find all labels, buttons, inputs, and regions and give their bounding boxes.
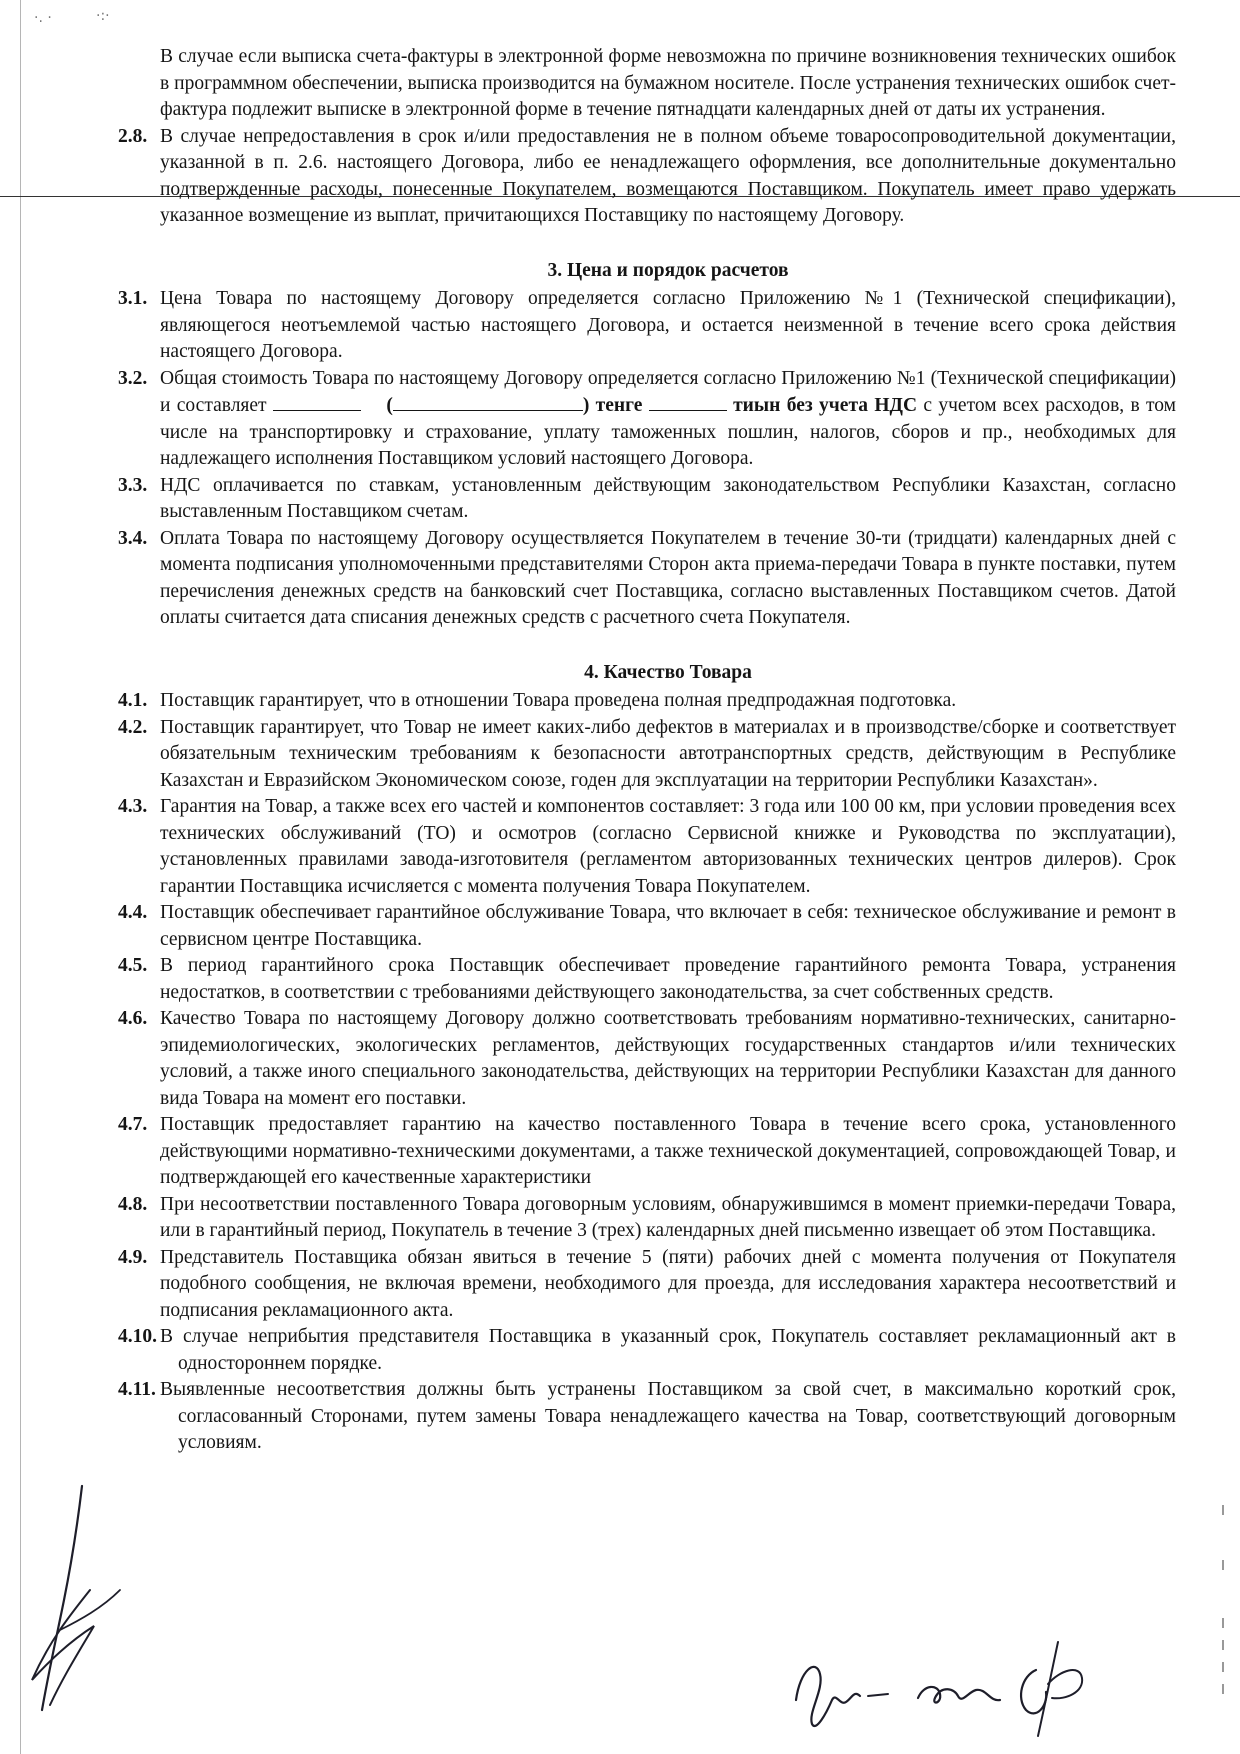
clause-number: 4.10.	[118, 1326, 157, 1347]
tiyn-label: тиын без учета НДС	[733, 395, 918, 416]
clause-text: Поставщик предоставляет гарантию на качество поставленного Товара в течение всего срока, установленного действующими нормативно-техническими документами, а также технической документацией, сопровождающей Товар, и подтверждающей его качественные характеристики	[160, 1114, 1176, 1188]
clause-text: Выявленные несоответствия должны быть устранены Поставщиком за свой счет, в максимально короткий срок, согласованный Сторонами, путем замены Товара ненадлежащего качества на Товар, соответствующий договорным условиям.	[160, 1379, 1176, 1453]
scan-speck: ·:·	[96, 8, 110, 24]
section-4-title: 4. Качество Товара	[584, 661, 752, 683]
clause-number: 4.6.	[118, 1008, 148, 1029]
clause-text: В период гарантийного срока Поставщик обеспечивает проведение гарантийного ремонта Товара, устранения недостатков, в соответствии с требованиями действующего законодательства, за счет собственных средств.	[160, 955, 1176, 1003]
amount-blank	[273, 392, 361, 411]
scan-mark	[1222, 1684, 1224, 1694]
clause-text: Цена Товара по настоящему Договору определяется согласно Приложению №1 (Технической спецификации), являющегося неотъемлемой частью настоящего Договора, и остается неизменной в течение всего срока действия настоящего Договора.	[160, 288, 1176, 362]
document-content	[118, 44, 1176, 1457]
clause-text: Поставщик обеспечивает гарантийное обслуживание Товара, что включает в себя: техническое обслуживание и ремонт в сервисном центре Поставщика.	[160, 902, 1176, 950]
amount-words-blank	[393, 392, 583, 411]
clause-4-11	[118, 1377, 1176, 1457]
clause-3-2	[118, 366, 1176, 473]
clause-text: Поставщик гарантирует, что Товар не имеет каких-либо дефектов в материалах и в производстве/сборке и соответствует обязательным техническим требованиям к безопасности автотранспортных средств, действующим в Республике Казахстан и Евразийском Экономическом союзе, годен для эксплуатации на территории Республики Казахстан».	[160, 716, 1176, 791]
section-3-title: 3. Цена и порядок расчетов	[547, 259, 789, 281]
clause-number: 3.1.	[118, 288, 148, 309]
scan-mark	[1222, 1505, 1224, 1515]
clause-number: 2.8.	[118, 125, 148, 147]
scan-mark	[1222, 1618, 1224, 1628]
tiyn-blank	[649, 392, 727, 411]
clause-number: 4.2.	[118, 716, 148, 738]
clause-number: 3.4.	[118, 527, 148, 549]
clause-number: 4.11.	[118, 1379, 156, 1400]
clause-3-1	[118, 286, 1176, 366]
scan-speck: ·. ·	[34, 10, 52, 26]
margin-signature	[20, 1480, 130, 1730]
clause-4-2	[118, 715, 1176, 795]
clause-4-9	[118, 1245, 1176, 1325]
scan-mark	[1222, 1640, 1224, 1650]
clause-text: При несоответствии поставленного Товара договорным условиям, обнаружившимся в момент приемки-передачи Товара, или в гарантийный период, Покупатель в течение 3 (трех) календарных дней письменно извещает об этом Поставщика.	[160, 1193, 1176, 1241]
clause-4-10	[118, 1324, 1176, 1377]
scan-mark	[1222, 1662, 1224, 1672]
clause-4-8	[118, 1192, 1176, 1245]
clause-text: Поставщик гарантирует, что в отношении Товара проведена полная предпродажная подготовка.	[160, 690, 957, 711]
clause-text-part1: Общая стоимость Товара по настоящему Договору определяется согласно Приложению №1 (Технической спецификации) и составляет	[160, 367, 1176, 416]
currency-label: ) тенге	[582, 395, 643, 416]
clause-text: НДС оплачивается по ставкам, установленным действующим законодательством Республики Казахстан, согласно выставленным Поставщиком счетам.	[160, 474, 1176, 522]
scan-mark	[1222, 1560, 1224, 1570]
clause-text: Оплата Товара по настоящему Договору осуществляется Покупателем в течение 30-ти (тридцати) календарных дней с момента подписания уполномоченными представителями Сторон акта приема-передачи Товара в пункте поставки, путем перечисления денежных средств на банковский счет Поставщика, согласно выставленных Поставщиком счетов. Датой оплаты считается дата списания денежных средств с расчетного счета Покупателя.	[160, 527, 1176, 628]
initials-signatures	[790, 1640, 1120, 1740]
clause-number: 4.8.	[118, 1193, 148, 1215]
clause-3-3	[118, 473, 1176, 526]
clause-4-7	[118, 1112, 1176, 1192]
clause-number: 3.3.	[118, 474, 148, 496]
clause-text: Качество Товара по настоящему Договору должно соответствовать требованиям нормативно-технических, санитарно-эпидемиологических, экологических регламентов, действующих государственных стандартов и/или технических условий, а также иного специального законодательства, действующих на территории Республики Казахстан для данного вида Товара на момент его поставки.	[160, 1008, 1176, 1109]
clause-number: 4.3.	[118, 796, 148, 817]
clause-text: Гарантия на Товар, а также всех его частей и компонентов составляет: 3 года или 100 00 км, при условии проведения всех технических обслуживаний (ТО) и осмотров (согласно Сервисной книжке и Руководства по эксплуатации), установленных правилами завода-изготовителя (регламентом авторизованных технических центров дилеров). Срок гарантии Поставщика исчисляется с момента получения Товара Покупателем.	[160, 796, 1176, 897]
clause-2-8	[118, 124, 1176, 230]
intro-paragraph: В случае если выписка счета-фактуры в электронной форме невозможна по причине возникновения технических ошибок в программном обеспечении, выписка производится на бумажном носителе. После устранения технических ошибок счет-фактура подлежит выписке в электронной форме в течение пятнадцати календарных дней от даты их устранения.	[160, 46, 1176, 120]
clause-number: 4.7.	[118, 1114, 148, 1135]
clause-number: 4.5.	[118, 955, 148, 976]
clause-text: В случае непредоставления в срок и/или предоставления не в полном объеме товаросопроводительной документации, указанной в п. 2.6. настоящего Договора, либо ее ненадлежащего оформления, все дополнительные документально подтвержденные расходы, понесенные Покупателем, возмещаются Поставщиком. Покупатель имеет право удержать указанное возмещение из выплат, причитающихся Поставщику по настоящему Договору.	[160, 125, 1176, 226]
clause-4-3	[118, 794, 1176, 900]
clause-4-4	[118, 900, 1176, 953]
clause-3-4	[118, 526, 1176, 632]
clause-number: 4.1.	[118, 690, 148, 711]
clause-4-1	[118, 688, 1176, 715]
paren-open: (	[386, 395, 393, 416]
clause-number: 4.4.	[118, 902, 148, 923]
clause-text: В случае неприбытия представителя Поставщика в указанный срок, Покупатель составляет рекламационный акт в одностороннем порядке.	[160, 1326, 1176, 1374]
clause-text-part2: с учетом всех расходов, в том числе на транспортировку и страхование, уплату таможенных пошлин, налогов, сборов и пр., необходимых для надлежащего исполнения Поставщиком условий настоящего Договора.	[160, 395, 1177, 469]
clause-number: 3.2.	[118, 367, 148, 389]
clause-4-6	[118, 1006, 1176, 1112]
clause-number: 4.9.	[118, 1246, 148, 1268]
clause-text: Представитель Поставщика обязан явиться в течение 5 (пяти) рабочих дней с момента получения от Покупателя подобного сообщения, не включая времени, необходимого для проезда, для исследования характера несоответствий и подписания рекламационного акта.	[160, 1246, 1176, 1321]
clause-4-5	[118, 953, 1176, 1006]
